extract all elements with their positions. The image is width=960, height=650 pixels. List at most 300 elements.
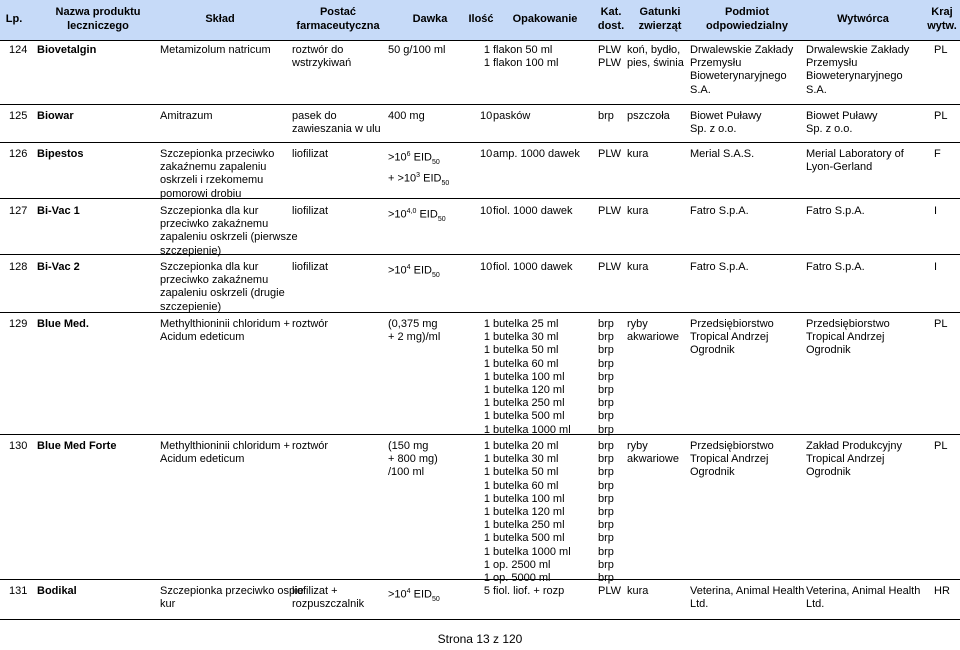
header-postac: [288, 5, 388, 33]
ilosc-line: 1: [483, 479, 490, 492]
wytworca-line: Ltd.: [806, 598, 825, 611]
cell-kraj: PL: [934, 318, 948, 330]
cell-postac: [292, 148, 328, 161]
cell-kraj: HR: [934, 585, 950, 597]
cell-ilosc: [480, 110, 493, 123]
kat-line: brp: [598, 545, 614, 558]
cell-dawka: [388, 205, 446, 226]
cell-kraj: PL: [934, 440, 948, 452]
header-sklad: Skład: [205, 13, 235, 25]
postac-line: rozpuszczalnik: [292, 598, 365, 611]
ilosc-line: 1: [483, 423, 490, 436]
dawka-unit: EID: [420, 172, 442, 185]
header-ilosc: Ilość: [468, 13, 494, 25]
header-kraj-line: Kraj: [931, 6, 953, 18]
cell-opak: [493, 440, 571, 585]
postac-line: roztwór do: [292, 44, 344, 56]
dawka-base: >10: [388, 151, 407, 164]
cell-dawka: [388, 110, 425, 123]
cell-ilosc: [480, 318, 490, 437]
sklad-line: Acidum edeticum: [160, 331, 245, 344]
cell-kraj: I: [934, 261, 938, 273]
header-kat: [592, 5, 630, 33]
cell-postac: [292, 440, 328, 453]
podmiot-line: Tropical Andrzej: [690, 453, 769, 466]
opak-line: butelka 120 ml: [493, 506, 565, 519]
ilosc-line: 1: [483, 397, 490, 410]
ilosc-line: 1: [483, 440, 490, 452]
header-kraj-line: wytw.: [927, 20, 957, 32]
opak-line: butelka 30 ml: [493, 453, 559, 466]
ilosc-line: 5: [483, 585, 490, 597]
ilosc-line: 1: [483, 357, 490, 370]
cell-podmiot: [690, 261, 749, 274]
kat-line: PLW: [598, 44, 622, 56]
cell-podmiot: [690, 44, 793, 97]
podmiot-line: Merial S.A.S.: [690, 148, 755, 160]
opak-line: butelka 50 ml: [493, 344, 559, 357]
cell-kraj: PL: [934, 44, 948, 56]
gatunki-line: kura: [627, 585, 649, 597]
gatunki-line: koń, bydło,: [627, 44, 681, 56]
sklad-line: zakaźnemu zapaleniu: [160, 161, 267, 174]
sklad-line: szczepienie): [160, 244, 222, 257]
wytworca-line: Zakład Produkcyjny: [806, 440, 902, 452]
dawka-base: + >10: [388, 172, 417, 185]
cell-name: Bodikal: [37, 585, 77, 597]
dawka-line: [388, 148, 449, 169]
page-number: Strona 13 z 120: [437, 632, 523, 646]
sklad-line: Szczepionka przeciwko ospie: [160, 585, 304, 597]
cell-lp: 129: [9, 318, 28, 330]
kat-line: PLW: [598, 148, 622, 160]
cell-sklad: [160, 110, 213, 123]
header-gatunki-line: zwierząt: [638, 20, 682, 32]
cell-ilosc: [480, 261, 493, 274]
cell-name: Bi-Vac 1: [37, 205, 80, 217]
opak-line: butelka 20 ml: [493, 440, 559, 452]
dawka-line: + 800 mg): [388, 453, 438, 466]
cell-name: Biovetalgin: [37, 44, 97, 56]
wytworca-line: Fatro S.p.A.: [806, 261, 865, 273]
podmiot-line: Przemysłu: [690, 57, 742, 70]
opak-line: butelka 500 ml: [493, 410, 565, 423]
kat-line: brp: [598, 532, 614, 545]
header-podmiot-line: odpowiedzialny: [706, 20, 788, 32]
kat-line: brp: [598, 331, 614, 344]
ilosc-line: 1: [483, 57, 490, 70]
wytworca-line: Sp. z o.o.: [806, 123, 853, 136]
header-podmiot-line: Podmiot: [725, 6, 769, 18]
opak-line: amp. 1000 dawek: [493, 148, 580, 160]
cell-kat: [598, 261, 621, 274]
cell-sklad: [160, 261, 285, 314]
kat-line: brp: [598, 466, 614, 479]
kat-line: brp: [598, 110, 614, 122]
opak-line: op. 5000 ml: [493, 572, 551, 585]
sklad-line: Szczepionka dla kur: [160, 261, 259, 273]
header-dawka: Dawka: [412, 13, 448, 25]
cell-lp: 126: [9, 148, 28, 160]
cell-name: Biowar: [37, 110, 74, 122]
cell-podmiot: [690, 205, 749, 218]
podmiot-line: Przedsiębiorstwo: [690, 318, 774, 330]
wytworca-line: Veterina, Animal Health: [806, 585, 921, 597]
row-divider: [0, 142, 960, 143]
ilosc-line: 10: [480, 110, 493, 122]
podmiot-line: Sp. z o.o.: [690, 123, 737, 136]
wytworca-line: Ogrodnik: [806, 466, 851, 479]
opak-line: pasków: [493, 110, 531, 122]
podmiot-line: Bioweterynaryjnego: [690, 70, 787, 83]
podmiot-line: Tropical Andrzej: [690, 331, 769, 344]
dawka-line: (150 mg: [388, 440, 429, 452]
row-divider: [0, 254, 960, 255]
sklad-line: zapaleniu oskrzeli (pierwsze: [160, 231, 298, 244]
ilosc-line: 1: [483, 519, 490, 532]
kat-line: brp: [598, 370, 614, 383]
kat-line: brp: [598, 506, 614, 519]
cell-dawka: [388, 148, 449, 190]
cell-postac: [292, 44, 351, 70]
cell-lp: 130: [9, 440, 28, 452]
wytworca-line: Lyon-Gerland: [806, 161, 873, 174]
sklad-line: przeciwko zakaźnemu: [160, 274, 269, 287]
ilosc-line: 1: [483, 453, 490, 466]
podmiot-line: Biowet Puławy: [690, 110, 762, 122]
kat-line: PLW: [598, 585, 622, 597]
sklad-line: oskrzeli i rzekomemu: [160, 174, 264, 187]
cell-kat: [598, 44, 621, 70]
dawka-exponent: 4: [406, 588, 411, 595]
ilosc-line: 1: [483, 370, 490, 383]
kat-line: PLW: [598, 205, 622, 217]
dawka-base: >10: [388, 588, 407, 601]
podmiot-line: S.A.: [690, 83, 711, 96]
gatunki-line: kura: [627, 205, 649, 217]
dawka-base: >10: [388, 208, 407, 221]
row-divider: [0, 104, 960, 105]
cell-postac: [292, 585, 364, 611]
sklad-line: Methylthioninii chloridum +: [160, 440, 290, 452]
dawka-line: [388, 585, 440, 606]
row-divider: [0, 40, 960, 41]
cell-lp: 131: [9, 585, 28, 597]
header-kat-line: dost.: [597, 20, 625, 32]
opak-line: butelka 60 ml: [493, 357, 559, 370]
sklad-line: Amitrazum: [160, 110, 213, 122]
cell-podmiot: [690, 148, 754, 161]
opak-line: butelka 120 ml: [493, 384, 565, 397]
ilosc-line: 1: [483, 572, 490, 585]
kat-line: brp: [598, 453, 614, 466]
cell-wytworca: [806, 318, 890, 358]
wytworca-line: Ogrodnik: [806, 344, 851, 357]
gatunki-line: kura: [627, 148, 649, 160]
postac-line: liofilizat +: [292, 585, 338, 597]
dawka-line: [388, 169, 449, 190]
wytworca-line: Biowet Puławy: [806, 110, 878, 122]
cell-podmiot: [690, 440, 774, 480]
postac-line: roztwór: [292, 318, 329, 330]
kat-line: brp: [598, 384, 614, 397]
postac-line: wstrzykiwań: [292, 57, 352, 70]
postac-line: liofilizat: [292, 261, 329, 273]
cell-sklad: [160, 585, 304, 611]
cell-name: Blue Med Forte: [37, 440, 117, 452]
dawka-subscript: 50: [431, 158, 440, 166]
kat-line: brp: [598, 440, 614, 452]
ilosc-line: 1: [483, 532, 490, 545]
ilosc-line: 1: [483, 545, 490, 558]
cell-postac: [292, 261, 328, 274]
wytworca-line: S.A.: [806, 83, 827, 96]
dawka-subscript: 50: [431, 595, 440, 603]
cell-dawka: [388, 44, 445, 57]
podmiot-line: Drwalewskie Zakłady: [690, 44, 794, 56]
ilosc-line: 1: [483, 466, 490, 479]
ilosc-line: 1: [483, 318, 490, 330]
dawka-subscript: 50: [437, 215, 446, 223]
cell-wytworca: [806, 44, 909, 97]
header-gatunki: [632, 5, 688, 33]
kat-line: brp: [598, 479, 614, 492]
cell-sklad: [160, 440, 290, 466]
dawka-base: >10: [388, 264, 407, 277]
cell-kat: [598, 585, 621, 598]
sklad-line: Metamizolum natricum: [160, 44, 271, 56]
cell-lp: 127: [9, 205, 28, 217]
wytworca-line: Przemysłu: [806, 57, 858, 70]
header-podmiot: [692, 5, 802, 33]
sklad-line: Szczepionka dla kur: [160, 205, 259, 217]
gatunki-line: pies, świnia: [627, 57, 684, 70]
dawka-unit: EID: [410, 151, 432, 164]
wytworca-line: Tropical Andrzej: [806, 331, 885, 344]
wytworca-line: Bioweterynaryjnego: [806, 70, 903, 83]
cell-name: Blue Med.: [37, 318, 89, 330]
podmiot-line: Fatro S.p.A.: [690, 205, 749, 217]
kat-line: brp: [598, 410, 614, 423]
header-kraj: [924, 5, 960, 33]
sklad-line: Methylthioninii chloridum +: [160, 318, 290, 330]
cell-opak: [493, 44, 558, 70]
opak-line: butelka 1000 ml: [493, 423, 571, 436]
kat-line: PLW: [598, 261, 622, 273]
ilosc-line: 1: [483, 331, 490, 344]
postac-line: pasek do: [292, 110, 337, 122]
dawka-unit: EID: [410, 588, 432, 601]
sklad-line: przeciwko zakaźnemu: [160, 218, 269, 231]
header-wytworca: Wytwórca: [837, 13, 889, 25]
cell-opak: [493, 318, 571, 437]
cell-opak: [493, 110, 530, 123]
cell-lp: 128: [9, 261, 28, 273]
wytworca-line: Merial Laboratory of: [806, 148, 904, 160]
cell-kraj: F: [934, 148, 941, 160]
kat-line: brp: [598, 357, 614, 370]
ilosc-line: 10: [480, 205, 493, 217]
sklad-line: kur: [160, 598, 176, 611]
cell-gatunki: [627, 261, 648, 274]
cell-postac: [292, 318, 328, 331]
cell-gatunki: [627, 110, 670, 123]
cell-gatunki: [627, 205, 648, 218]
dawka-line: + 2 mg)/ml: [388, 331, 441, 344]
cell-opak: [493, 261, 573, 274]
cell-lp: 125: [9, 110, 28, 122]
cell-kat: [598, 440, 614, 585]
header-opakowanie: Opakowanie: [512, 13, 578, 25]
cell-kraj: I: [934, 205, 938, 217]
podmiot-line: Ltd.: [690, 598, 709, 611]
kat-line: brp: [598, 572, 614, 585]
kat-line: PLW: [598, 57, 622, 70]
ilosc-line: 1: [483, 506, 490, 519]
cell-ilosc: [480, 585, 490, 598]
gatunki-line: ryby: [627, 318, 648, 330]
wytworca-line: Tropical Andrzej: [806, 453, 885, 466]
cell-podmiot: [690, 318, 774, 358]
dawka-exponent: 4,0: [406, 208, 417, 215]
cell-kat: [598, 318, 614, 437]
podmiot-line: Przedsiębiorstwo: [690, 440, 774, 452]
postac-line: roztwór: [292, 440, 329, 452]
dawka-unit: EID: [416, 208, 438, 221]
header-name-line: leczniczego: [67, 20, 129, 32]
gatunki-line: akwariowe: [627, 331, 679, 344]
cell-gatunki: [627, 318, 679, 344]
dawka-subscript: 50: [431, 271, 440, 279]
cell-wytworca: [806, 261, 865, 274]
opak-line: butelka 500 ml: [493, 532, 565, 545]
cell-postac: [292, 110, 381, 136]
ilosc-line: 10: [480, 148, 493, 160]
cell-opak: [493, 148, 580, 161]
postac-line: liofilizat: [292, 205, 329, 217]
opak-line: flakon 100 ml: [493, 57, 559, 70]
kat-line: brp: [598, 318, 614, 330]
kat-line: brp: [598, 492, 614, 505]
cell-sklad: [160, 318, 290, 344]
cell-wytworca: [806, 585, 920, 611]
cell-kat: [598, 110, 614, 123]
cell-ilosc: [480, 440, 490, 585]
ilosc-line: 1: [483, 344, 490, 357]
cell-opak: [493, 205, 573, 218]
row-divider: [0, 312, 960, 313]
cell-gatunki: [627, 148, 648, 161]
wytworca-line: Przedsiębiorstwo: [806, 318, 890, 330]
dawka-line: (0,375 mg: [388, 318, 438, 330]
opak-line: butelka 250 ml: [493, 519, 565, 532]
cell-opak: [493, 585, 564, 598]
sklad-line: Acidum edeticum: [160, 453, 245, 466]
cell-podmiot: [690, 585, 804, 611]
podmiot-line: Ogrodnik: [690, 344, 735, 357]
cell-kat: [598, 148, 621, 161]
gatunki-line: ryby: [627, 440, 648, 452]
table-header: [0, 0, 960, 40]
dawka-line: [388, 261, 440, 282]
row-divider: [0, 619, 960, 620]
cell-kraj: PL: [934, 110, 948, 122]
opak-line: flakon 50 ml: [493, 44, 553, 56]
kat-line: brp: [598, 397, 614, 410]
podmiot-line: Veterina, Animal Health: [690, 585, 805, 597]
kat-line: brp: [598, 558, 614, 571]
cell-gatunki: [627, 585, 648, 598]
cell-dawka: [388, 261, 440, 282]
postac-line: liofilizat: [292, 148, 329, 160]
header-name-line: Nazwa produktu: [55, 6, 141, 18]
ilosc-line: 1: [483, 384, 490, 397]
cell-gatunki: [627, 44, 684, 70]
gatunki-line: akwariowe: [627, 453, 679, 466]
opak-line: butelka 100 ml: [493, 492, 565, 505]
opak-line: fiol. liof. + rozp: [493, 585, 565, 597]
cell-ilosc: [480, 205, 493, 218]
podmiot-line: Ogrodnik: [690, 466, 735, 479]
cell-wytworca: [806, 440, 902, 480]
opak-line: butelka 100 ml: [493, 370, 565, 383]
dawka-unit: EID: [410, 264, 432, 277]
opak-line: butelka 30 ml: [493, 331, 559, 344]
wytworca-line: Fatro S.p.A.: [806, 205, 865, 217]
cell-wytworca: [806, 110, 878, 136]
cell-dawka: [388, 318, 440, 344]
kat-line: brp: [598, 519, 614, 532]
dawka-exponent: 3: [416, 172, 421, 180]
opak-line: op. 2500 ml: [493, 558, 551, 571]
sklad-line: zapaleniu oskrzeli (drugie: [160, 287, 285, 300]
header-postac-line: Postać: [319, 6, 357, 18]
header-lp: Lp.: [5, 13, 23, 25]
cell-gatunki: [627, 440, 679, 466]
dawka-exponent: 4: [406, 264, 411, 271]
cell-sklad: [160, 205, 298, 258]
kat-line: brp: [598, 344, 614, 357]
opak-line: butelka 250 ml: [493, 397, 565, 410]
kat-line: brp: [598, 423, 614, 436]
opak-line: butelka 60 ml: [493, 479, 559, 492]
cell-sklad: [160, 148, 274, 201]
header-gatunki-line: Gatunki: [639, 6, 681, 18]
opak-line: fiol. 1000 dawek: [493, 261, 573, 273]
postac-line: zawieszania w ulu: [292, 123, 381, 136]
opak-line: butelka 1000 ml: [493, 545, 571, 558]
opak-line: butelka 50 ml: [493, 466, 559, 479]
cell-wytworca: [806, 205, 865, 218]
cell-ilosc: [480, 44, 490, 70]
ilosc-line: 1: [483, 492, 490, 505]
dawka-subscript: 50: [441, 179, 450, 187]
header-name: [38, 5, 158, 33]
cell-sklad: [160, 44, 271, 57]
sklad-line: pomorowi drobiu: [160, 187, 242, 200]
cell-postac: [292, 205, 328, 218]
dawka-exponent: 6: [406, 151, 411, 158]
sklad-line: szczepienie): [160, 300, 222, 313]
dawka-line: 50 g/100 ml: [388, 44, 446, 56]
cell-ilosc: [480, 148, 493, 161]
dawka-line: 400 mg: [388, 110, 425, 122]
ilosc-line: 10: [480, 261, 493, 273]
opak-line: fiol. 1000 dawek: [493, 205, 573, 217]
header-kat-line: Kat.: [600, 6, 622, 18]
row-divider: [0, 198, 960, 199]
cell-wytworca: [806, 148, 904, 174]
